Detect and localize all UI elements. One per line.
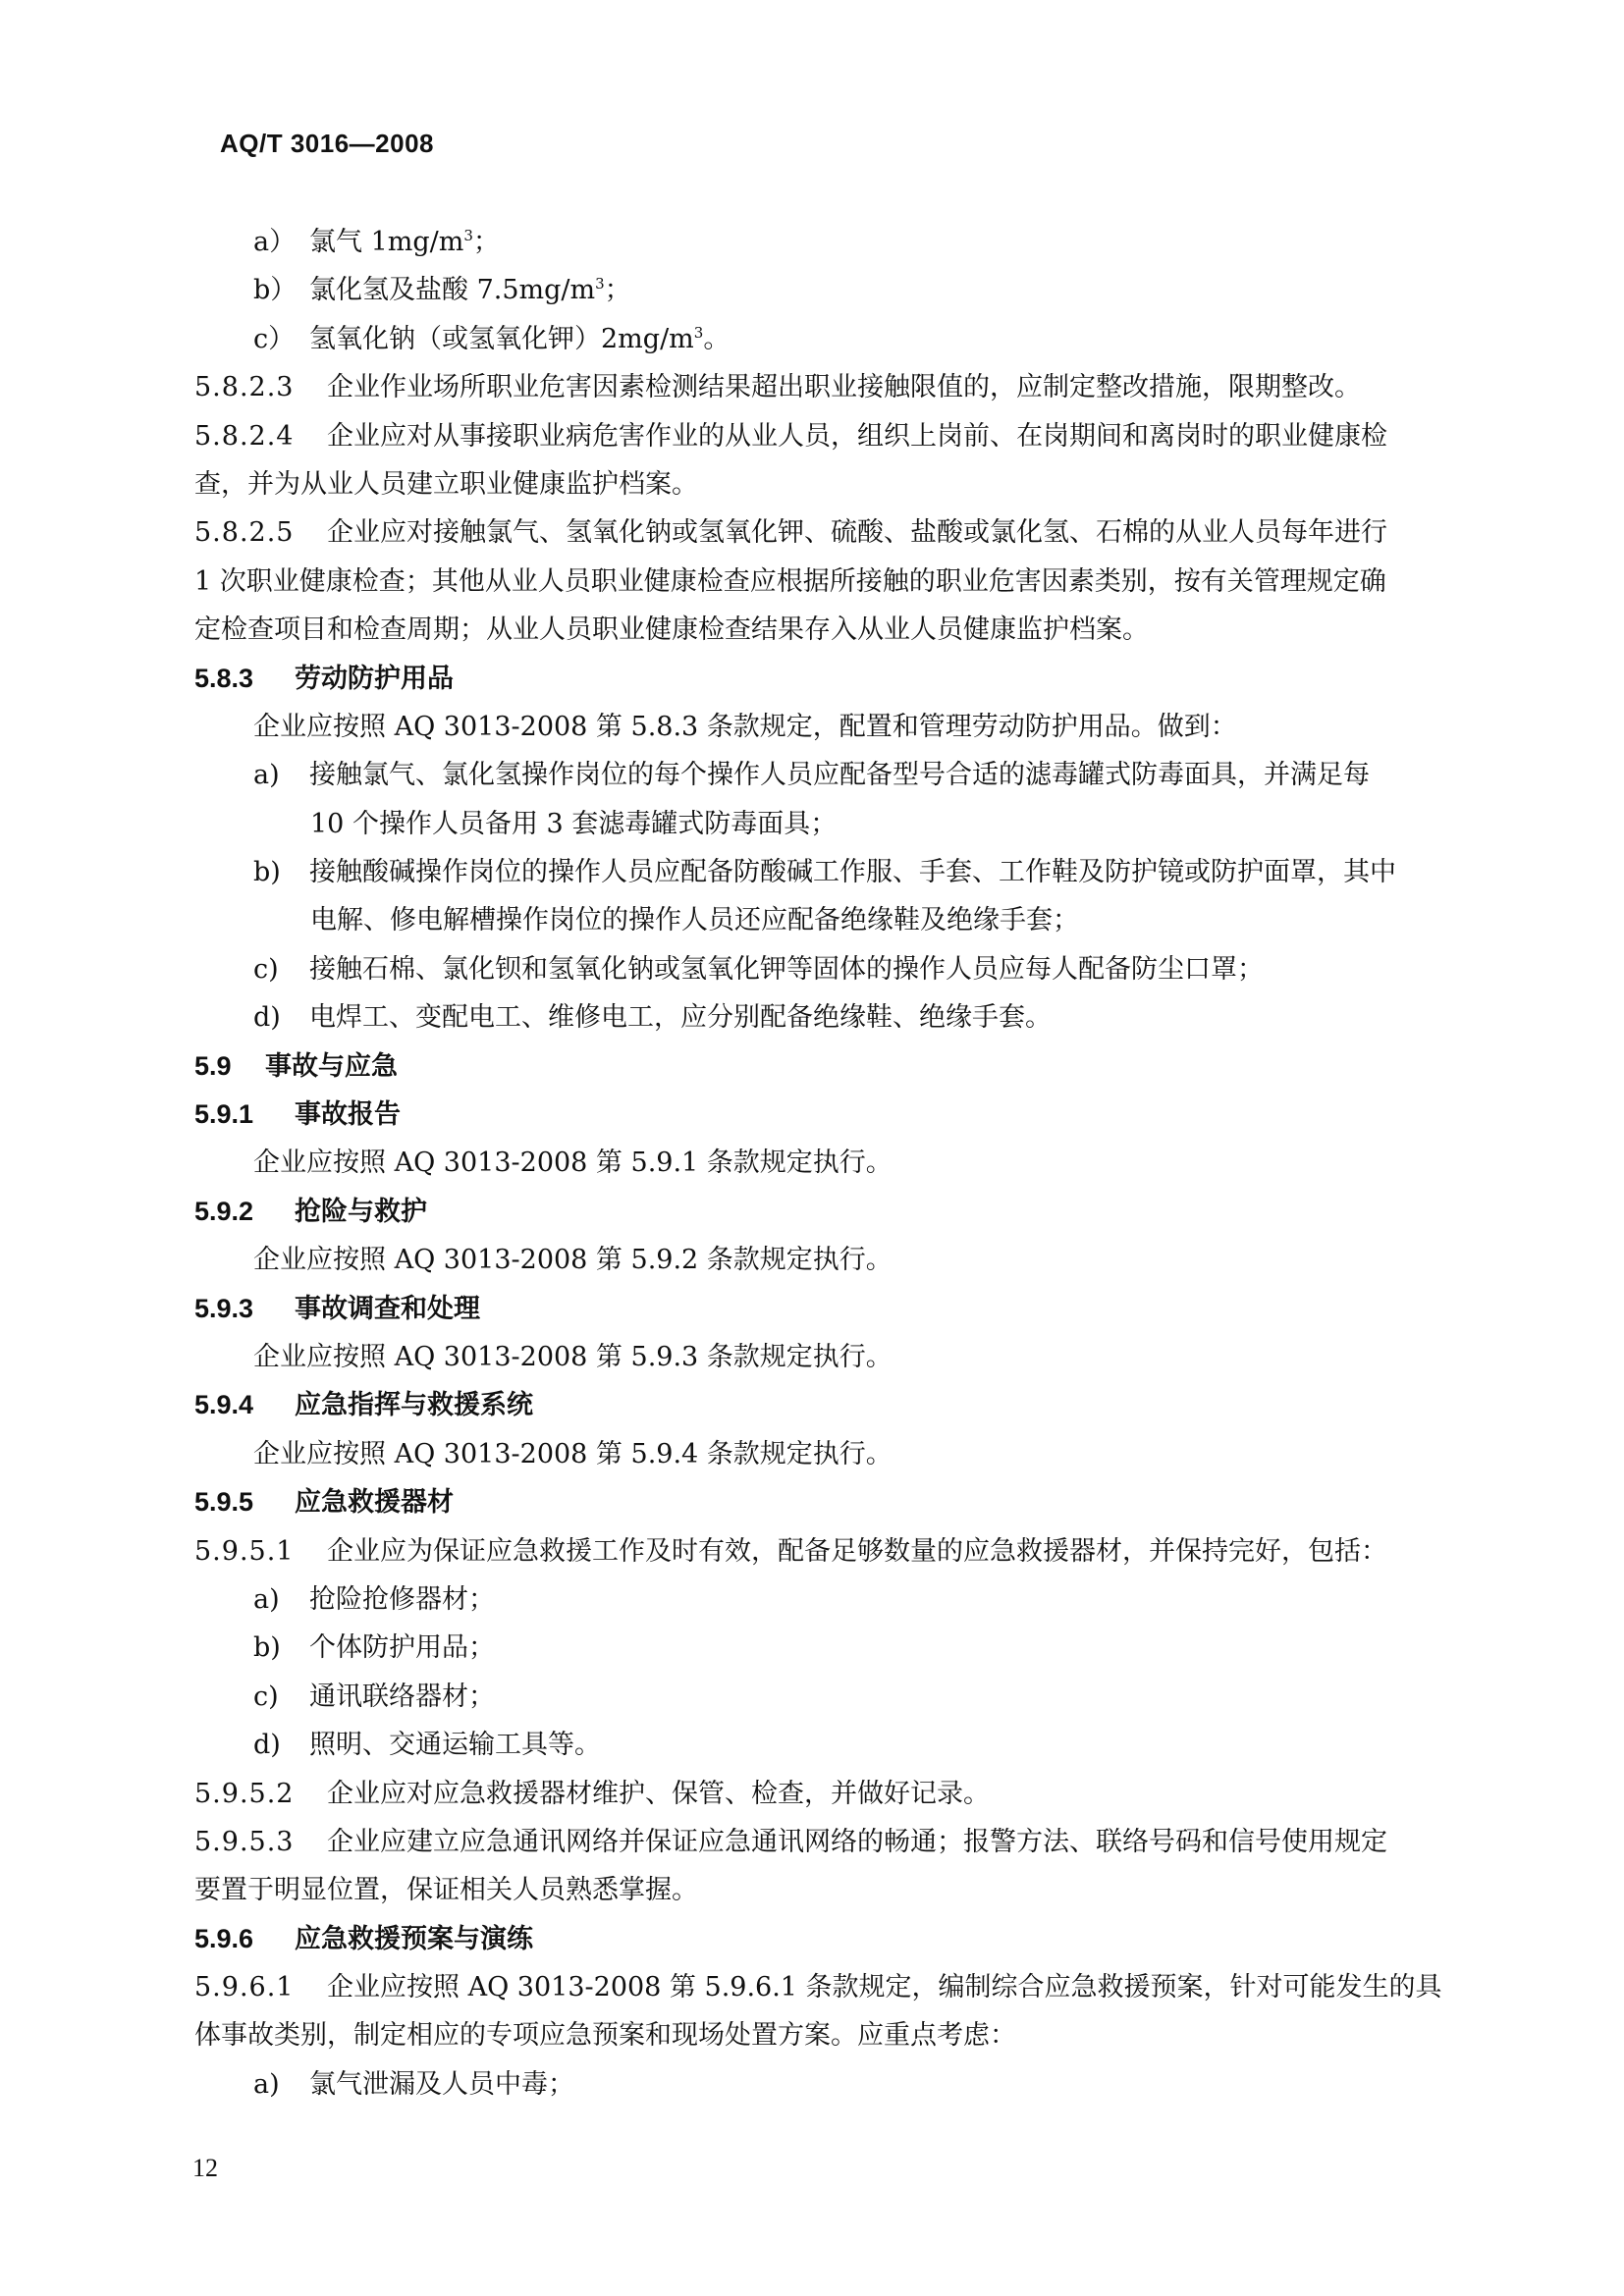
list-item: a） 氯气 $1mg/m^3$； — [253, 227, 500, 257]
clause-5961: 5.9.6.1 企业应按照 AQ 3013-2008 第 5.9.6.1 条款规定，编制综合应急救援预案，针对可能发生的具 — [194, 1972, 1442, 2003]
clause-5952: 5.9.5.2 企业应对应急救援器材维护、保管、检查，并做好记录。 — [194, 1778, 990, 1809]
clause-5825-cont: 1 次职业健康检查；其他从业人员职业健康检查应根据所接触的职业危害因素类别，按有关管理规定确 — [194, 565, 1386, 597]
list-item-cont: 10 个操作人员备用 3 套滤毒罐式防毒面具； — [310, 808, 838, 839]
document-body — [194, 218, 1481, 2109]
section-593-text: 企业应按照 AQ 3013-2008 第 5.9.3 条款规定执行。 — [253, 1341, 893, 1372]
list-item: d) 电焊工、变配电工、维修电工，应分别配备绝缘鞋、绝缘手套。 — [253, 1002, 1052, 1034]
clause-5824: 5.8.2.4 企业应对从事接职业病危害作业的从业人员，组织上岗前、在岗期间和离岗时的职业健康检 — [194, 420, 1387, 452]
clause-5953-cont: 要置于明显位置，保证相关人员熟悉掌握。 — [194, 1875, 698, 1906]
section-heading-596: 5.9.6 应急救援预案与演练 — [194, 1923, 533, 1954]
clause-5825-cont: 定检查项目和检查周期；从业人员职业健康检查结果存入从业人员健康监护档案。 — [194, 614, 1149, 646]
list-item: b) 个体防护用品； — [253, 1632, 495, 1664]
section-583-intro: 企业应按照 AQ 3013-2008 第 5.8.3 条款规定，配置和管理劳动防护用品。做到： — [253, 711, 1237, 742]
section-heading-594: 5.9.4 应急指挥与救援系统 — [194, 1390, 533, 1421]
clause-5824-cont: 查，并为从业人员建立职业健康监护档案。 — [194, 468, 698, 500]
section-592-text: 企业应按照 AQ 3013-2008 第 5.9.2 条款规定执行。 — [253, 1245, 893, 1276]
section-594-text: 企业应按照 AQ 3013-2008 第 5.9.4 条款规定执行。 — [253, 1438, 893, 1469]
standard-code-header: AQ/T 3016—2008 — [220, 129, 435, 158]
section-heading-59: 5.9 事故与应急 — [194, 1050, 398, 1082]
section-heading-591: 5.9.1 事故报告 — [194, 1099, 401, 1131]
section-heading-583: 5.8.3 劳动防护用品 — [194, 663, 454, 694]
list-item: d) 照明、交通运输工具等。 — [253, 1730, 601, 1761]
list-item: a) 接触氯气、氯化氢操作岗位的每个操作人员应配备型号合适的滤毒罐式防毒面具，并满足每 — [253, 760, 1370, 791]
section-heading-593: 5.9.3 事故调查和处理 — [194, 1293, 480, 1324]
list-item: c） 氢氧化钠（或氢氧化钾）$2mg/m^3$。 — [253, 323, 731, 354]
clause-5961-cont: 体事故类别，制定相应的专项应急预案和现场处置方案。应重点考虑： — [194, 2020, 1016, 2052]
page-number: 12 — [192, 2154, 218, 2182]
clause-5823: 5.8.2.3 企业作业场所职业危害因素检测结果超出职业接触限值的，应制定整改措施，限期整改。 — [194, 372, 1361, 403]
list-item-cont: 电解、修电解槽操作岗位的操作人员还应配备绝缘鞋及绝缘手套； — [310, 905, 1079, 936]
list-item: c) 接触石棉、氯化钡和氢氧化钠或氢氧化钾等固体的操作人员应每人配备防尘口罩； — [253, 953, 1264, 985]
list-item: b） 氯化氢及盐酸 $7.5mg/m^3$； — [253, 275, 631, 306]
clause-5951: 5.9.5.1 企业应为保证应急救援工作及时有效，配备足够数量的应急救援器材，并保持完好，包括： — [194, 1535, 1387, 1567]
section-heading-595: 5.9.5 应急救援器材 — [194, 1487, 454, 1519]
list-item: c) 通讯联络器材； — [253, 1681, 495, 1712]
clause-5953: 5.9.5.3 企业应建立应急通讯网络并保证应急通讯网络的畅通；报警方法、联络号码和信号使用规定 — [194, 1826, 1387, 1857]
section-591-text: 企业应按照 AQ 3013-2008 第 5.9.1 条款规定执行。 — [253, 1148, 893, 1179]
list-item: b) 接触酸碱操作岗位的操作人员应配备防酸碱工作服、手套、工作鞋及防护镜或防护面罩，其中 — [253, 857, 1396, 888]
list-item: a) 氯气泄漏及人员中毒； — [253, 2068, 574, 2100]
list-item: a) 抢险抢修器材； — [253, 1583, 495, 1615]
section-heading-592: 5.9.2 抢险与救护 — [194, 1196, 427, 1227]
clause-5825: 5.8.2.5 企业应对接触氯气、氢氧化钠或氢氧化钾、硫酸、盐酸或氯化氢、石棉的从业人员每年进行 — [194, 517, 1387, 549]
